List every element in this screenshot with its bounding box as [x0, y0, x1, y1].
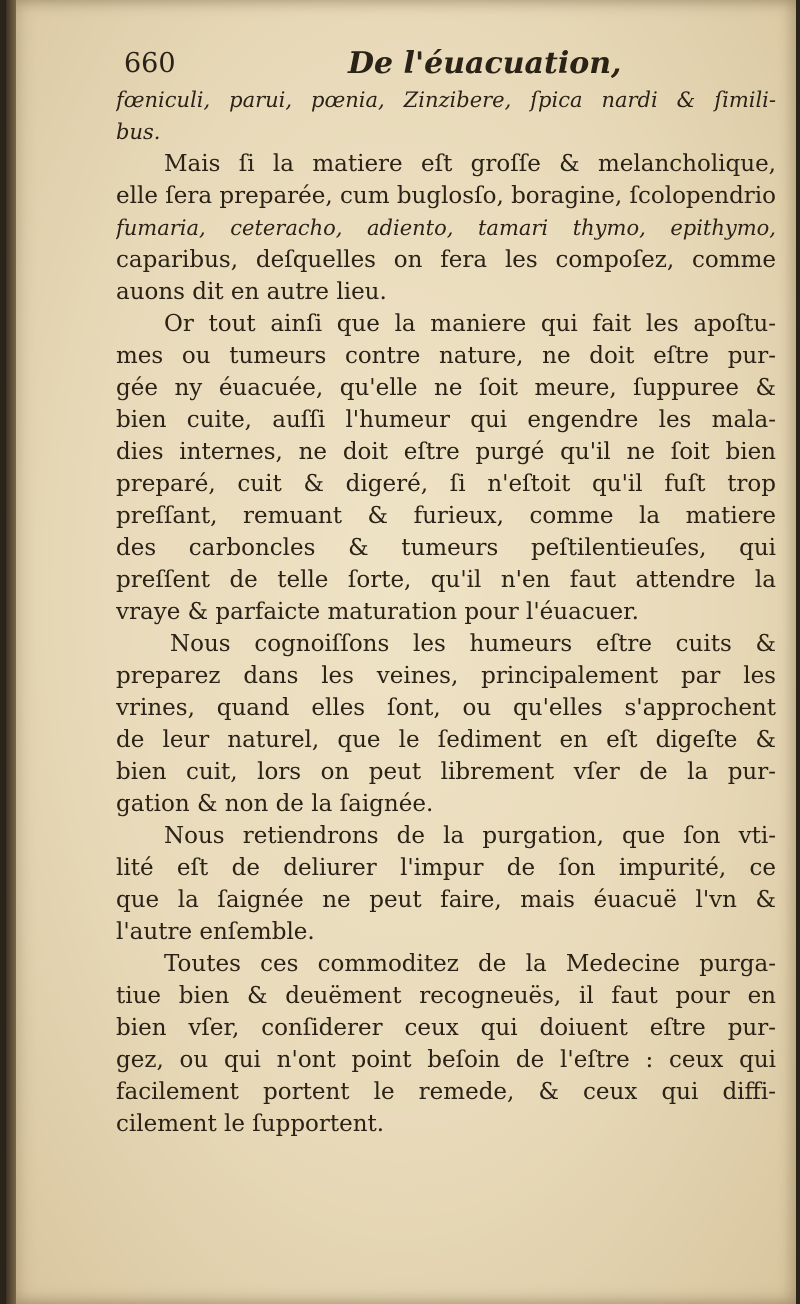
text-line: fumaria, ceteracho, adiento, tamari thymo, epithymo, [116, 216, 776, 240]
text-line: gation & non de la ſaignée. [116, 791, 434, 817]
text-line: que la ſaignée ne peut faire, mais éuacuë l'vn & [116, 887, 776, 913]
text-line: auons dit en autre lieu. [116, 279, 387, 305]
text-line: de leur naturel, que le ſediment en eſt digeſte & [116, 727, 776, 753]
text-line: dies internes, ne doit eſtre purgé qu'il ne ſoit bien [116, 439, 776, 465]
text-line: l'autre enſemble. [116, 919, 315, 945]
text-line: facilement portent le remede, & ceux qui diffi- [116, 1079, 776, 1105]
text-line: gée ny éuacuée, qu'elle ne ſoit meure, ſuppuree & [116, 375, 776, 401]
text-line: mes ou tumeurs contre nature, ne doit eſtre pur- [116, 343, 776, 369]
paragraph-start-line: Nous cognoiſſons les humeurs eſtre cuits & [170, 631, 776, 657]
text-line: caparibus, deſquelles on fera les compoſez, comme [116, 247, 776, 273]
text-line: gez, ou qui n'ont point beſoin de l'eſtre : ceux qui [116, 1047, 776, 1073]
text-line: bien cuit, lors on peut librement vſer de la pur- [116, 759, 776, 785]
text-line: lité eſt de deliurer l'impur de ſon impurité, ce [116, 855, 776, 881]
running-head [116, 44, 776, 84]
paragraph-start-line: Mais ſi la matiere eſt groſſe & melancholique, [164, 151, 776, 177]
body-text [116, 84, 776, 1140]
text-line: preſſant, remuant & furieux, comme la matiere [116, 503, 776, 529]
text-line: preparé, cuit & digeré, ſi n'eſtoit qu'il fuſt trop [116, 471, 776, 497]
text-line: vraye & parfaicte maturation pour l'éuacuer. [116, 599, 639, 625]
text-line: bien vſer, conſiderer ceux qui doiuent eſtre pur- [116, 1015, 776, 1041]
text-line: preparez dans les veines, principalement par les [116, 663, 776, 689]
running-title: De l'éuacuation, [348, 46, 622, 81]
paragraph-start-line: Toutes ces commoditez de la Medecine purga- [164, 951, 776, 977]
text-line: cilement le ſupportent. [116, 1111, 385, 1137]
text-line: vrines, quand elles ſont, ou qu'elles s'approchent [116, 695, 776, 721]
text-line: des carboncles & tumeurs peſtilentieuſes, qui [116, 535, 776, 561]
paragraph-start-line: Or tout ainſi que la maniere qui fait les apoſtu- [164, 311, 776, 337]
text-line: bien cuite, auſſi l'humeur qui engendre les mala- [116, 407, 776, 433]
paragraph-start-line: Nous retiendrons de la purgation, que ſon vti- [164, 823, 776, 849]
text-line: preſſent de telle ſorte, qu'il n'en faut attendre la [116, 567, 776, 593]
text-line: elle ſera preparée, cum buglosſo, boragine, ſcolopendrio [116, 183, 776, 209]
text-line: bus. [116, 120, 161, 144]
book-page [6, 0, 796, 1304]
text-line: fœniculi, parui, pœnia, Zinzibere, ſpica nardi & ſimili- [116, 88, 776, 112]
page-gutter [6, 0, 16, 1304]
page-number: 660 [124, 48, 176, 79]
text-line: tiue bien & deuëment recogneuës, il faut pour en [116, 983, 776, 1009]
